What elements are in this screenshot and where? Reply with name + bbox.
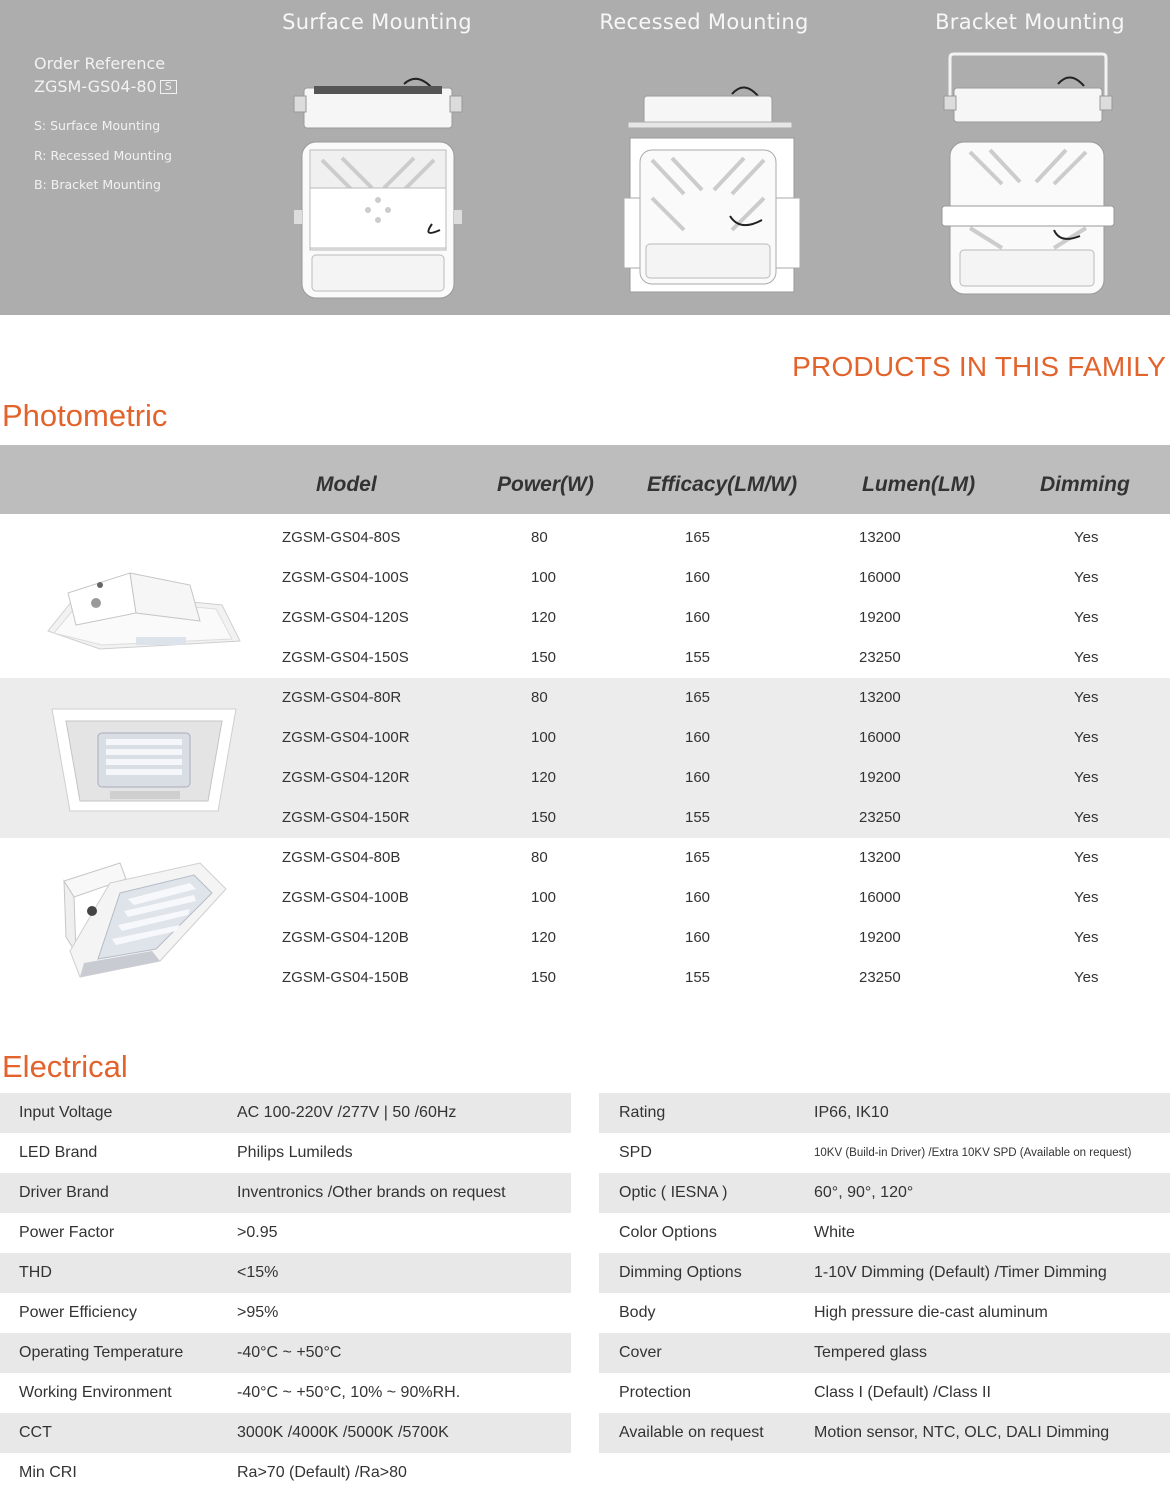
electrical-title: Electrical (2, 1049, 128, 1084)
cell-power: 120 (531, 609, 557, 626)
spec-row (0, 1333, 571, 1373)
spec-row (0, 1133, 571, 1173)
cell-model: ZGSM-GS04-100S (282, 569, 409, 586)
mount-title-recessed: Recessed Mounting (599, 10, 809, 34)
cell-lumen: 19200 (859, 929, 901, 946)
cell-lumen: 16000 (859, 889, 901, 906)
cell-dimming: Yes (1074, 529, 1099, 546)
table-row (0, 758, 1170, 798)
table-row (0, 918, 1170, 958)
order-code (34, 76, 177, 98)
cell-lumen: 23250 (859, 649, 901, 666)
cell-model: ZGSM-GS04-120S (282, 609, 409, 626)
cell-model: ZGSM-GS04-100B (282, 889, 409, 906)
table-row (0, 678, 1170, 718)
spec-value: -40°C ~ +50°C, 10% ~ 90%RH. (237, 1384, 461, 1401)
cell-lumen: 19200 (859, 609, 901, 626)
cell-efficacy: 165 (685, 849, 711, 866)
spec-row (599, 1253, 1170, 1293)
product-group-surface (0, 518, 1170, 678)
spec-row (0, 1293, 571, 1333)
spec-row (599, 1293, 1170, 1333)
header-lumen: Lumen(LM) (862, 473, 976, 496)
table-row (0, 878, 1170, 918)
spec-key: Available on request (619, 1424, 764, 1441)
spec-value: 10KV (Build-in Driver) /Extra 10KV SPD (Available on request) (814, 1147, 1132, 1159)
spec-key: LED Brand (19, 1144, 98, 1161)
spec-value: Class I (Default) /Class II (814, 1384, 991, 1401)
order-reference-label: Order Reference (34, 54, 166, 73)
cell-power: 150 (531, 969, 557, 986)
table-row (0, 598, 1170, 638)
cell-power: 100 (531, 729, 557, 746)
cell-lumen: 23250 (859, 969, 901, 986)
cell-dimming: Yes (1074, 729, 1099, 746)
spec-key: Power Factor (19, 1224, 115, 1241)
spec-key: Body (619, 1304, 656, 1321)
mount-title-surface: Surface Mounting (282, 10, 472, 34)
spec-value: Tempered glass (814, 1344, 927, 1361)
spec-key: Cover (619, 1344, 662, 1361)
option-recessed: R: Recessed Mounting (34, 148, 172, 163)
header-power: Power(W) (497, 473, 594, 496)
cell-model: ZGSM-GS04-80R (282, 689, 402, 706)
spec-key: THD (19, 1264, 52, 1281)
spec-key: Driver Brand (19, 1184, 109, 1201)
spec-row (599, 1213, 1170, 1253)
cell-power: 150 (531, 809, 557, 826)
cell-dimming: Yes (1074, 769, 1099, 786)
table-row (0, 718, 1170, 758)
spec-row (0, 1173, 571, 1213)
cell-lumen: 13200 (859, 849, 901, 866)
spec-row (0, 1453, 571, 1493)
spec-key: Protection (619, 1384, 692, 1401)
cell-dimming: Yes (1074, 609, 1099, 626)
cell-model: ZGSM-GS04-100R (282, 729, 410, 746)
header-model: Model (316, 473, 377, 496)
spec-key: Color Options (619, 1224, 717, 1241)
header-dimming: Dimming (1040, 473, 1130, 496)
spec-row (0, 1213, 571, 1253)
spec-value: Philips Lumileds (237, 1144, 353, 1161)
spec-row (0, 1093, 571, 1133)
cell-efficacy: 165 (685, 529, 711, 546)
cell-efficacy: 155 (685, 969, 711, 986)
cell-efficacy: 155 (685, 649, 711, 666)
spec-value: <15% (237, 1264, 279, 1281)
cell-dimming: Yes (1074, 849, 1099, 866)
spec-value: High pressure die-cast aluminum (814, 1304, 1048, 1321)
spec-value: Ra>70 (Default) /Ra>80 (237, 1464, 407, 1481)
spec-value: 1-10V Dimming (Default) /Timer Dimming (814, 1264, 1107, 1281)
mounting-banner (0, 0, 1170, 315)
cell-lumen: 13200 (859, 689, 901, 706)
cell-power: 80 (531, 529, 548, 546)
spec-row (599, 1413, 1170, 1453)
spec-value: 3000K /4000K /5000K /5700K (237, 1424, 449, 1441)
spec-key: Working Environment (19, 1384, 172, 1401)
cell-model: ZGSM-GS04-80B (282, 849, 401, 866)
spec-key: Min CRI (19, 1464, 77, 1481)
spec-row (599, 1093, 1170, 1133)
cell-dimming: Yes (1074, 689, 1099, 706)
surface-mount-drawing (292, 70, 464, 300)
cell-efficacy: 160 (685, 889, 711, 906)
cell-model: ZGSM-GS04-80S (282, 529, 401, 546)
cell-lumen: 16000 (859, 729, 901, 746)
cell-model: ZGSM-GS04-150S (282, 649, 409, 666)
spec-value: >0.95 (237, 1224, 278, 1241)
spec-value: AC 100-220V /277V | 50 /60Hz (237, 1104, 457, 1121)
cell-power: 150 (531, 649, 557, 666)
spec-key: Operating Temperature (19, 1344, 184, 1361)
product-group-recessed (0, 678, 1170, 838)
table-row (0, 558, 1170, 598)
cell-lumen: 23250 (859, 809, 901, 826)
cell-efficacy: 165 (685, 689, 711, 706)
header-efficacy: Efficacy(LM/W) (647, 473, 798, 496)
cell-power: 120 (531, 929, 557, 946)
cell-dimming: Yes (1074, 929, 1099, 946)
spec-row (599, 1373, 1170, 1413)
products-family-title: PRODUCTS IN THIS FAMILY (792, 351, 1166, 382)
spec-value: Motion sensor, NTC, OLC, DALI Dimming (814, 1424, 1110, 1441)
cell-power: 80 (531, 689, 548, 706)
cell-efficacy: 160 (685, 929, 711, 946)
spec-key: CCT (19, 1424, 52, 1441)
spec-row (599, 1133, 1170, 1173)
spec-key: Rating (619, 1104, 666, 1121)
bracket-mount-drawing (940, 52, 1116, 298)
cell-power: 100 (531, 569, 557, 586)
cell-model: ZGSM-GS04-150B (282, 969, 409, 986)
spec-value: -40°C ~ +50°C (237, 1344, 342, 1361)
cell-lumen: 13200 (859, 529, 901, 546)
spec-key: SPD (619, 1144, 652, 1161)
spec-value: >95% (237, 1304, 279, 1321)
photometric-table-header (0, 445, 1170, 514)
cell-model: ZGSM-GS04-120R (282, 769, 410, 786)
cell-efficacy: 160 (685, 729, 711, 746)
cell-power: 100 (531, 889, 557, 906)
order-suffix-box: S (160, 80, 177, 94)
mount-title-bracket: Bracket Mounting (935, 10, 1125, 34)
spec-key: Optic ( IESNA ) (619, 1184, 728, 1201)
spec-key: Input Voltage (19, 1104, 113, 1121)
spec-key: Power Efficiency (19, 1304, 137, 1321)
cell-efficacy: 160 (685, 569, 711, 586)
spec-row (0, 1373, 571, 1413)
spec-value: White (814, 1224, 855, 1241)
cell-efficacy: 160 (685, 609, 711, 626)
cell-power: 120 (531, 769, 557, 786)
order-code-text: ZGSM-GS04-80 (34, 77, 157, 96)
cell-lumen: 16000 (859, 569, 901, 586)
spec-row (0, 1413, 571, 1453)
table-row (0, 838, 1170, 878)
product-group-bracket (0, 838, 1170, 998)
cell-lumen: 19200 (859, 769, 901, 786)
cell-dimming: Yes (1074, 649, 1099, 666)
cell-efficacy: 160 (685, 769, 711, 786)
table-row (0, 638, 1170, 678)
table-row (0, 518, 1170, 558)
spec-value: IP66, IK10 (814, 1104, 889, 1121)
cell-model: ZGSM-GS04-120B (282, 929, 409, 946)
spec-row (599, 1333, 1170, 1373)
option-surface: S: Surface Mounting (34, 118, 161, 133)
cell-dimming: Yes (1074, 969, 1099, 986)
spec-row (0, 1253, 571, 1293)
spec-value: Inventronics /Other brands on request (237, 1184, 506, 1201)
cell-dimming: Yes (1074, 889, 1099, 906)
cell-efficacy: 155 (685, 809, 711, 826)
recessed-mount-drawing (622, 80, 804, 296)
option-bracket: B: Bracket Mounting (34, 177, 161, 192)
spec-value: 60°, 90°, 120° (814, 1184, 914, 1201)
table-row (0, 798, 1170, 838)
cell-dimming: Yes (1074, 569, 1099, 586)
photometric-title: Photometric (2, 398, 168, 433)
table-row (0, 958, 1170, 998)
spec-row (599, 1173, 1170, 1213)
cell-power: 80 (531, 849, 548, 866)
cell-dimming: Yes (1074, 809, 1099, 826)
cell-model: ZGSM-GS04-150R (282, 809, 410, 826)
spec-key: Dimming Options (619, 1264, 742, 1281)
